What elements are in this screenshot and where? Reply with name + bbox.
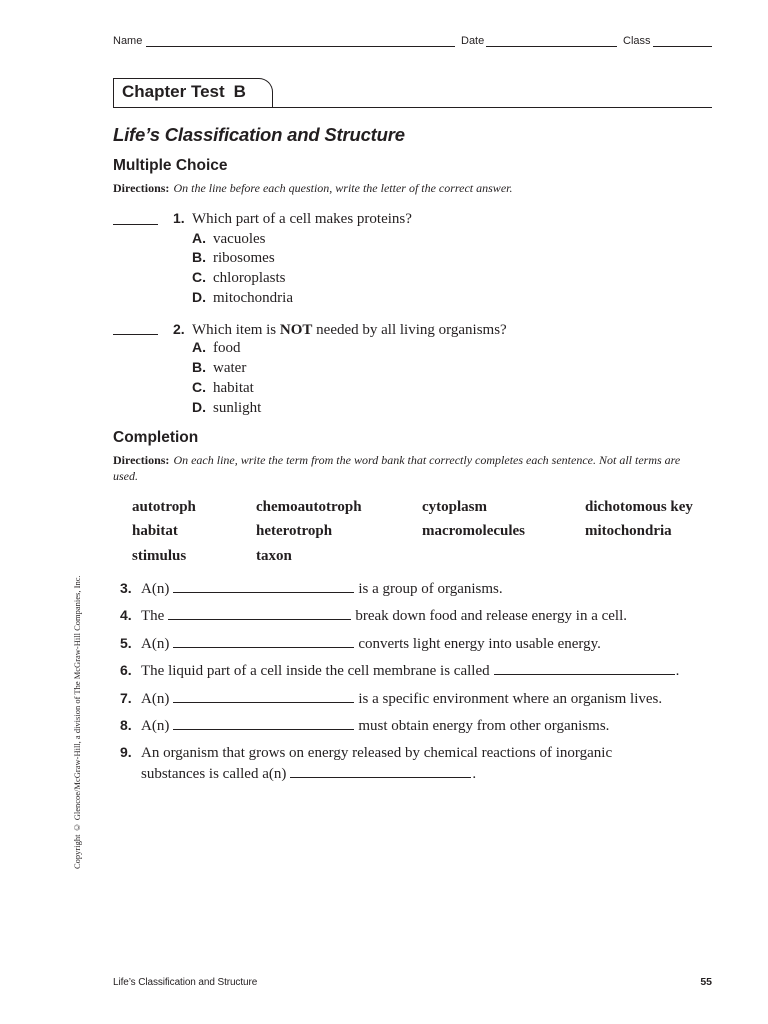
- footer-title: Life’s Classification and Structure: [113, 977, 258, 988]
- fill-in-blank: [173, 715, 354, 730]
- chapter-label: Chapter Test: [122, 82, 225, 101]
- item-number: 7.: [120, 690, 132, 706]
- chapter-tab-rule: [113, 107, 712, 108]
- question-number: 1.: [173, 210, 185, 226]
- answer-blank-2: [113, 334, 158, 335]
- option-text: habitat: [213, 380, 254, 396]
- option-1d: [192, 288, 293, 307]
- copyright-notice: Copyright © Glencoe/McGraw-Hill, a division of The McGraw-Hill Companies, Inc.: [72, 575, 82, 869]
- option-text: ribosomes: [213, 250, 275, 266]
- item-number: 8.: [120, 717, 132, 733]
- item-text-after: .: [675, 663, 680, 679]
- item-text-after: is a specific environment where an organism lives.: [358, 691, 663, 707]
- completion-item-7: [120, 688, 662, 708]
- item-text-after: .: [472, 766, 477, 782]
- word-bank-term: cytoplasm: [422, 499, 487, 515]
- option-letter: C.: [192, 269, 206, 285]
- item-text-after: break down food and release energy in a cell.: [355, 608, 628, 624]
- question-1: [173, 209, 412, 228]
- option-letter: D.: [192, 289, 206, 305]
- completion-item-4: [120, 605, 627, 625]
- option-letter: A.: [192, 230, 206, 246]
- chapter-heading: [122, 81, 246, 103]
- fill-in-blank: [494, 660, 675, 675]
- fill-in-blank: [168, 605, 351, 620]
- item-number: 3.: [120, 580, 132, 596]
- name-blank: [146, 46, 455, 47]
- name-label: Name: [113, 35, 143, 47]
- option-2b: [192, 358, 246, 377]
- option-text: chloroplasts: [213, 270, 286, 286]
- class-blank: [653, 46, 712, 47]
- word-bank-term: autotroph: [132, 499, 196, 515]
- fill-in-blank: [173, 633, 354, 648]
- item-text-after: is a group of organisms.: [358, 581, 503, 597]
- option-2a: [192, 338, 241, 357]
- fill-in-blank: [173, 578, 354, 593]
- question-text: Which part of a cell makes proteins?: [192, 211, 412, 227]
- word-bank-term: dichotomous key: [585, 499, 693, 515]
- fill-in-blank: [173, 688, 354, 703]
- item-text-before: A(n): [141, 691, 170, 707]
- word-bank-term: heterotroph: [256, 523, 333, 539]
- item-text-before: A(n): [141, 581, 170, 597]
- completion-item-9-line2: [141, 763, 476, 783]
- directions-label: Directions:: [113, 181, 170, 195]
- item-text-before: A(n): [141, 636, 170, 652]
- item-text-after: must obtain energy from other organisms.: [358, 718, 610, 734]
- option-letter: A.: [192, 339, 206, 355]
- completion-item-3: [120, 578, 503, 598]
- date-blank: [486, 46, 617, 47]
- question-number: 2.: [173, 321, 185, 337]
- word-bank-term: habitat: [132, 523, 178, 539]
- multiple-choice-directions: [113, 181, 512, 195]
- question-2: [173, 320, 507, 339]
- item-text-before: The: [141, 608, 165, 624]
- option-letter: D.: [192, 399, 206, 415]
- completion-item-6: [120, 660, 679, 680]
- multiple-choice-heading: Multiple Choice: [113, 157, 228, 174]
- option-2c: [192, 378, 254, 397]
- fill-in-blank: [290, 763, 471, 778]
- directions-text: On the line before each question, write the letter of the correct answer.: [173, 181, 513, 195]
- option-1b: [192, 248, 275, 267]
- directions-text: On each line, write the term from the word bank that correctly completes each sentence. Not all terms are used.: [113, 453, 681, 483]
- item-text-after: converts light energy into usable energy.: [358, 636, 601, 652]
- question-text-before: Which item is: [192, 322, 280, 338]
- option-1c: [192, 268, 286, 287]
- page-title: Life’s Classification and Structure: [113, 124, 405, 145]
- chapter-letter: B: [233, 82, 246, 101]
- option-text: food: [213, 340, 241, 356]
- word-bank-term: stimulus: [132, 548, 187, 564]
- page-number: 55: [700, 976, 712, 988]
- word-bank-term: taxon: [256, 548, 292, 564]
- item-text-before: substances is called a(n): [141, 766, 287, 782]
- item-text-line1: An organism that grows on energy released by chemical reactions of inorganic: [141, 745, 613, 761]
- option-letter: B.: [192, 359, 206, 375]
- option-text: water: [213, 360, 247, 376]
- option-2d: [192, 398, 261, 417]
- option-letter: C.: [192, 379, 206, 395]
- question-text-after: needed by all living organisms?: [312, 322, 507, 338]
- completion-directions: [113, 452, 693, 484]
- item-text-before: The liquid part of a cell inside the cell membrane is called: [141, 663, 490, 679]
- word-bank-term: chemoautotroph: [256, 499, 362, 515]
- completion-item-9: [120, 743, 612, 762]
- completion-item-8: [120, 715, 609, 735]
- word-bank-term: macromolecules: [422, 523, 526, 539]
- item-number: 6.: [120, 662, 132, 678]
- word-bank-term: mitochondria: [585, 523, 672, 539]
- directions-label: Directions:: [113, 453, 170, 467]
- completion-item-5: [120, 633, 601, 653]
- class-label: Class: [623, 35, 651, 47]
- option-letter: B.: [192, 249, 206, 265]
- option-text: sunlight: [213, 400, 262, 416]
- date-label: Date: [461, 35, 485, 47]
- item-number: 9.: [120, 744, 132, 760]
- completion-heading: Completion: [113, 429, 199, 446]
- item-number: 5.: [120, 635, 132, 651]
- option-1a: [192, 229, 265, 248]
- question-emphasis: NOT: [279, 322, 313, 338]
- option-text: mitochondria: [213, 290, 293, 306]
- answer-blank-1: [113, 224, 158, 225]
- item-number: 4.: [120, 607, 132, 623]
- option-text: vacuoles: [213, 231, 266, 247]
- item-text-before: A(n): [141, 718, 170, 734]
